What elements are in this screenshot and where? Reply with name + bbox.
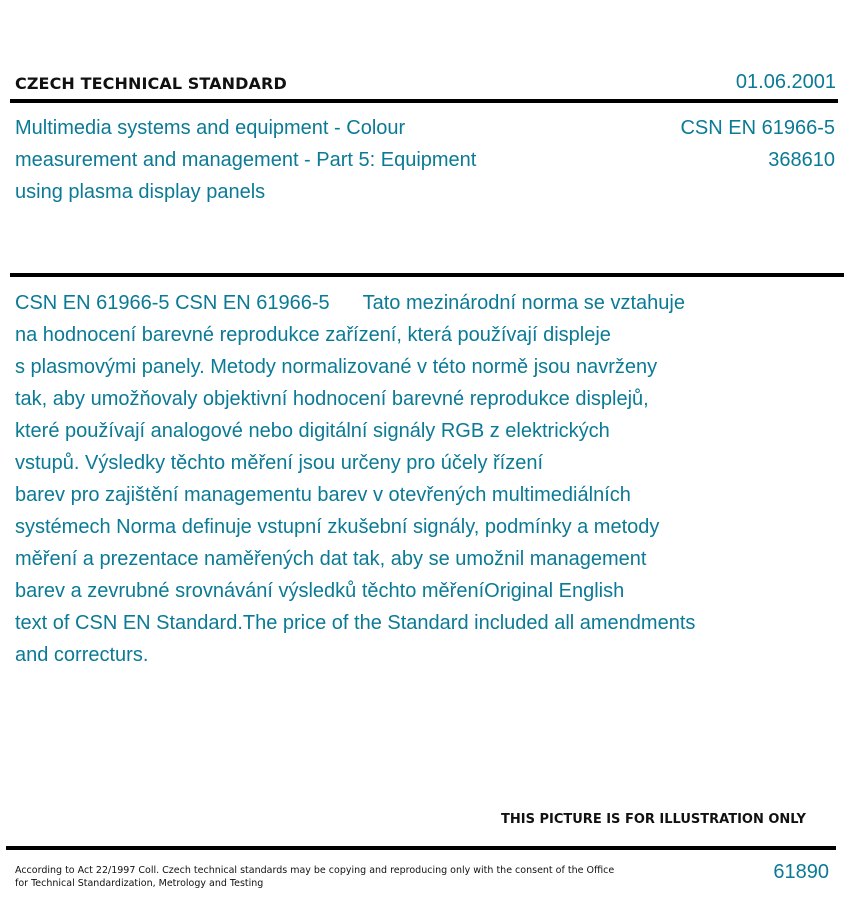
standard-description — [15, 287, 775, 671]
standard-identifiers — [680, 112, 835, 176]
publication-date: 01.06.2001 — [735, 71, 836, 93]
description-line: CSN EN 61966-5 CSN EN 61966-5 Tato mezinárodní norma se vztahuje — [15, 292, 685, 314]
document-number: 61890 — [773, 861, 829, 883]
description-line: na hodnocení barevné reprodukce zařízení, která používají displeje — [15, 324, 611, 346]
copyright-notice-line: for Technical Standardization, Metrology and Testing — [15, 878, 264, 889]
standard-code: CSN EN 61966-5 — [680, 117, 835, 139]
footer-divider — [6, 846, 836, 850]
description-line: barev a zevrubné srovnávání výsledků těchto měřeníOriginal English — [15, 580, 625, 602]
standard-title — [15, 112, 535, 208]
description-line: text of CSN EN Standard.The price of the Standard included all amendments — [15, 612, 696, 634]
section-divider — [10, 273, 844, 277]
description-line: and correcturs. — [15, 644, 149, 666]
description-line: barev pro zajištění managementu barev v otevřených multimediálních — [15, 484, 631, 506]
catalog-number: 368610 — [768, 149, 835, 171]
description-line: které používají analogové nebo digitální signály RGB z elektrických — [15, 420, 610, 442]
illustration-disclaimer: THIS PICTURE IS FOR ILLUSTRATION ONLY — [501, 812, 806, 827]
description-line: tak, aby umožňovaly objektivní hodnocení barevné reprodukce displejů, — [15, 388, 649, 410]
copyright-notice — [15, 864, 615, 890]
standard-title-line: Multimedia systems and equipment - Colour — [15, 117, 406, 139]
description-line: vstupů. Výsledky těchto měření jsou určeny pro účely řízení — [15, 452, 544, 474]
standard-title-line: measurement and management - Part 5: Equipment — [15, 149, 477, 171]
description-line: měření a prezentace naměřených dat tak, aby se umožnil management — [15, 548, 647, 570]
copyright-notice-line: According to Act 22/1997 Coll. Czech technical standards may be copying and reproducing only with the consent of the Office — [15, 865, 615, 876]
description-line: systémech Norma definuje vstupní zkušební signály, podmínky a metody — [15, 516, 660, 538]
header-divider — [10, 99, 838, 103]
description-line: s plasmovými panely. Metody normalizované v této normě jsou navrženy — [15, 356, 658, 378]
standard-title-line: using plasma display panels — [15, 181, 266, 203]
document-type-label: CZECH TECHNICAL STANDARD — [15, 74, 287, 93]
